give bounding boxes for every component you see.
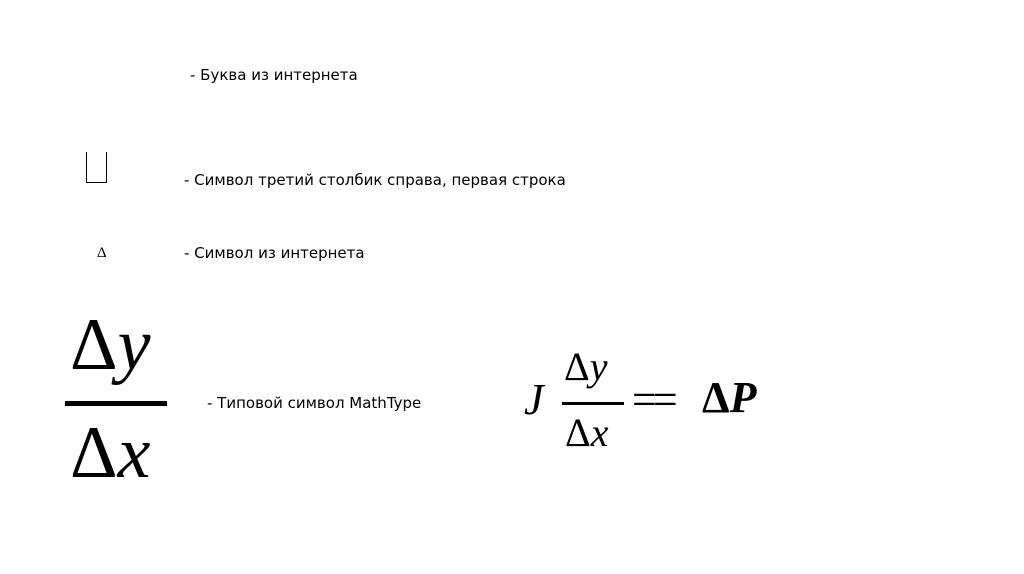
formula-denominator	[565, 410, 609, 456]
formula-equals: ==	[632, 375, 674, 424]
formula-num-delta: Δ	[564, 344, 590, 389]
caption-symbol-from-internet: - Символ из интернета	[184, 244, 365, 262]
formula-numerator	[564, 344, 608, 390]
big-num-var: y	[117, 304, 151, 386]
caption-symbol-third-column: - Символ третий столбик справа, первая строка	[184, 171, 566, 189]
caption-letter-from-internet: - Буква из интернета	[190, 66, 358, 84]
formula-rhs	[702, 373, 756, 423]
big-fraction-numerator	[70, 300, 150, 390]
formula	[524, 340, 774, 470]
small-delta-symbol: Δ	[97, 245, 107, 261]
missing-glyph-icon	[86, 152, 107, 183]
formula-fraction-bar	[562, 402, 624, 405]
big-fraction-bar	[65, 401, 167, 406]
big-num-delta: Δ	[70, 304, 118, 386]
formula-rhs-delta: Δ	[702, 373, 730, 422]
caption-mathtype-symbol: - Типовой символ MathType	[207, 394, 422, 412]
big-fraction	[60, 300, 172, 500]
formula-num-var: y	[589, 344, 608, 389]
formula-lhs: J	[524, 375, 544, 424]
formula-rhs-var: P	[729, 373, 757, 422]
big-fraction-denominator	[70, 408, 150, 498]
big-den-var: x	[117, 412, 151, 494]
formula-den-delta: Δ	[565, 410, 591, 455]
big-den-delta: Δ	[70, 412, 118, 494]
formula-den-var: x	[590, 410, 609, 455]
